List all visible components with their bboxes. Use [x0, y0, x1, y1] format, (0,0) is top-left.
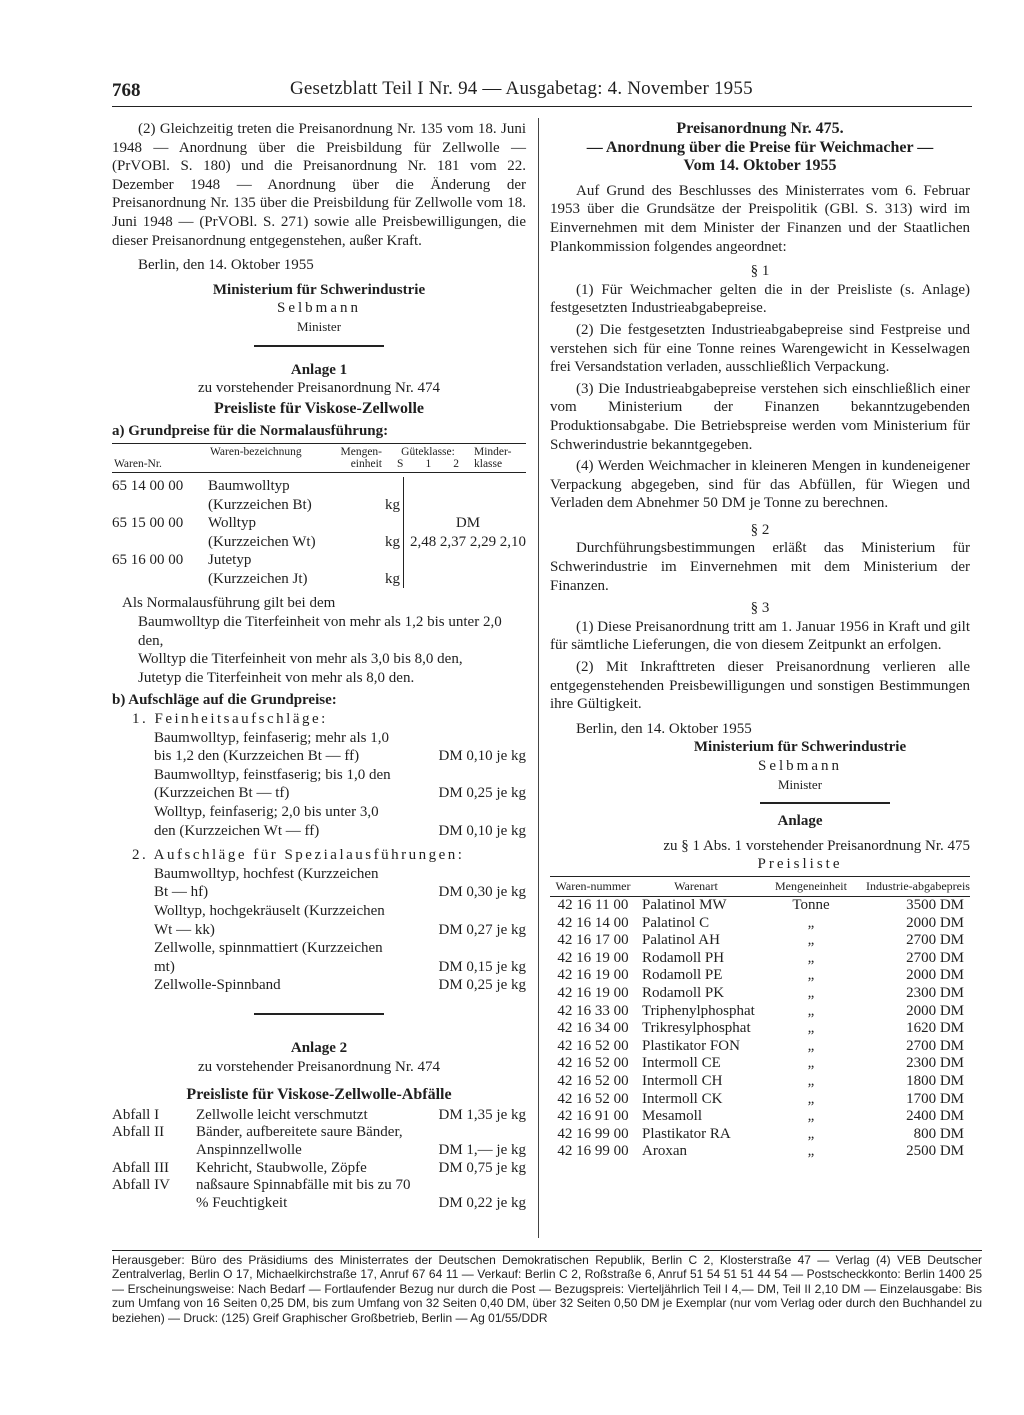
cell-price: 1700 DM: [906, 1090, 964, 1107]
cell-art: Rodamoll PK: [642, 984, 725, 1001]
price-minder: 2,10: [499, 533, 526, 550]
cell-nr: 42 16 33 00: [557, 1002, 629, 1019]
section-rule: [254, 345, 384, 347]
s2-paragraph: Durchführungsbestimmungen erläßt das Ministerium für Schwerindustrie im Einvernehmen mit dem Ministerium der Finanzen.: [550, 540, 970, 594]
col-warennummer: Waren-nummer: [550, 876, 636, 896]
col-abgabepreis: Industrie-abgabepreis: [866, 876, 970, 896]
cell-art: Mesamoll: [642, 1108, 702, 1125]
normal-line: Als Normalausführung gilt bei dem: [122, 595, 336, 612]
cell-art: Rodamoll PE: [642, 967, 723, 984]
item-price: DM 0,30 je kg: [438, 884, 526, 901]
column-divider: [538, 118, 539, 1238]
weichmacher-price-table: [550, 876, 970, 1161]
b1-table: [112, 729, 526, 841]
left-column: [112, 120, 526, 1212]
section-a-heading: a) Grundpreise für die Normalausführung:: [112, 423, 389, 440]
left-ministry: Ministerium für Schwerindustrie: [212, 281, 426, 298]
s1-paragraph-1: (1) Für Weichmacher gelten die in der Preisliste (s. Anlage) festgesetzten Industrieabgabepreise.: [550, 281, 970, 317]
abfall-text: Bänder, aufbereitete saure Bänder, Anspinnzellwolle: [196, 1124, 403, 1158]
table-row: [112, 477, 526, 514]
list-item: [112, 766, 526, 803]
cell-unit: „: [807, 1125, 815, 1142]
cell-art: Rodamoll PH: [642, 949, 725, 966]
cell-nr: 42 16 52 00: [557, 1055, 629, 1072]
cell-price: 2700 DM: [906, 932, 964, 949]
price-1: 2,37: [439, 533, 467, 550]
page-number: 768: [112, 80, 141, 101]
abfall-text: Zellwolle leicht verschmutzt: [196, 1106, 368, 1123]
abfall-price: DM 1,— je kg: [438, 1141, 526, 1158]
table-row: [550, 1055, 970, 1073]
row-unit: kg: [378, 514, 404, 551]
s1-paragraph-3: (3) Die Industrieabgabepreise verstehen sich einschließlich einer vom Ministerium der Finanzen bekanntzugebenden Produktionsabgabe. Die Betriebspreise werden vom Ministerium für Schwerindustrie bekanntgegeben.: [550, 380, 970, 453]
anlage2-title: Anlage 2: [290, 1039, 348, 1056]
table-row: [550, 950, 970, 968]
row-nr: 65 15 00 00: [112, 515, 184, 532]
s1-paragraph-2: (2) Die festgesetzten Industrieabgabepreise sind Festpreise und verstehen sich für eine Tonne reines Warengewicht in Kesselwagen frei Versandstation verladen, ausschließlich Verpackung.: [550, 321, 970, 376]
col-gueteklasse: [384, 443, 472, 472]
section-3-heading: § 3: [750, 600, 770, 617]
gueteklasse-1: 1: [425, 457, 432, 470]
table-row: [550, 967, 970, 985]
abfall-label: Abfall IV: [112, 1177, 170, 1194]
row-nr: 65 16 00 00: [112, 552, 184, 569]
abfall-text: naßsaure Spinnabfälle mit bis zu 70 % Feuchtigkeit: [196, 1177, 411, 1211]
price-2: 2,29: [469, 533, 497, 550]
list-item: [112, 865, 526, 902]
item-text: Baumwolltyp, hochfest (Kurzzeichen Bt — hf): [154, 865, 379, 901]
normal-notes: [112, 594, 526, 687]
table-row: [112, 1107, 526, 1125]
gueteklasse-s: S: [397, 457, 404, 470]
table-row: [112, 1160, 526, 1178]
preisliste-heading: Preisliste: [757, 856, 843, 873]
cell-price: 2300 DM: [906, 984, 964, 1001]
price-currency: DM: [455, 515, 481, 532]
table-row: [550, 985, 970, 1003]
cell-art: Plastikator FON: [642, 1037, 740, 1054]
table-row: [550, 1126, 970, 1144]
cell-unit: „: [807, 914, 815, 931]
cell-unit: „: [807, 1090, 815, 1107]
cell-art: Trikresylphosphat: [642, 1020, 751, 1037]
price-s: 2,48: [410, 533, 437, 550]
table-row: [550, 896, 970, 914]
gueteklasse-label: Güteklasse:: [401, 445, 455, 458]
anlage2-heading: Preisliste für Viskose-Zellwolle-Abfälle: [186, 1086, 452, 1104]
abfall-label: Abfall II: [112, 1124, 165, 1141]
cell-unit: „: [807, 1108, 815, 1125]
cell-nr: 42 16 52 00: [557, 1090, 629, 1107]
section-2-heading: § 2: [750, 521, 770, 538]
cell-unit: „: [807, 1002, 815, 1019]
row-unit: kg: [378, 477, 404, 514]
cell-nr: 42 16 11 00: [557, 896, 629, 913]
cell-art: Plastikator RA: [642, 1125, 731, 1142]
section-rule: [254, 1013, 384, 1015]
cell-nr: 42 16 19 00: [557, 949, 629, 966]
anlage1-title: Anlage 1: [290, 361, 348, 378]
list-item: [112, 939, 526, 976]
abfall-text: Kehricht, Staubwolle, Zöpfe: [196, 1159, 367, 1176]
cell-nr: 42 16 19 00: [557, 967, 629, 984]
cell-price: 2700 DM: [906, 949, 964, 966]
item-text: Baumwolltyp, feinfaserig; mehr als 1,0 bis 1,2 den (Kurzzeichen Bt — ff): [154, 729, 389, 765]
cell-price: 1800 DM: [906, 1072, 964, 1089]
b1-title: 1. Feinheitsaufschläge:: [132, 711, 328, 728]
col-mengeneinheit: Mengeneinheit: [756, 876, 866, 896]
row-kz: (Kurzzeichen Jt): [208, 570, 308, 587]
grundpreise-rows: [112, 477, 526, 589]
section-1-heading: § 1: [750, 263, 770, 280]
cell-nr: 42 16 17 00: [557, 932, 629, 949]
abfall-label: Abfall I: [112, 1106, 160, 1123]
item-price: DM 0,25 je kg: [438, 977, 526, 994]
cell-art: Intermoll CK: [642, 1090, 723, 1107]
gueteklasse-2: 2: [453, 457, 459, 470]
right-date: Berlin, den 14. Oktober 1955: [576, 720, 752, 737]
item-price: DM 0,10 je kg: [438, 822, 526, 839]
item-text: Zellwolle, spinnmattiert (Kurzzeichen mt): [154, 940, 383, 975]
cell-nr: 42 16 34 00: [557, 1020, 629, 1037]
anlage-subtitle: zu § 1 Abs. 1 vorstehender Preisanordnung Nr. 475: [663, 837, 970, 854]
item-price: DM 0,25 je kg: [438, 785, 526, 802]
item-text: Wolltyp, hochgekräuselt (Kurzzeichen Wt — kk): [154, 902, 385, 938]
row-kz: (Kurzzeichen Wt): [208, 533, 316, 550]
abfall-table: [112, 1107, 526, 1213]
table-row: [550, 1038, 970, 1056]
cell-unit: „: [807, 1055, 815, 1072]
cell-unit: „: [807, 1037, 815, 1054]
cell-price: 2300 DM: [906, 1055, 964, 1072]
left-signer-role: Minister: [296, 318, 342, 334]
abfall-price: DM 0,22 je kg: [438, 1194, 526, 1211]
po475-date: Vom 14. Oktober 1955: [683, 157, 837, 175]
table-row: [550, 932, 970, 950]
item-text: Zellwolle-Spinnband: [154, 977, 281, 994]
section-rule: [760, 802, 890, 804]
left-signer: Selbmann: [277, 300, 361, 317]
cell-price: 2700 DM: [906, 1037, 964, 1054]
table-row: [112, 1177, 526, 1212]
cell-price: 1620 DM: [906, 1020, 964, 1037]
cell-unit: Tonne: [792, 896, 830, 913]
abfall-price: DM 0,75 je kg: [438, 1159, 526, 1176]
table-row: [550, 1003, 970, 1021]
anlage2-subtitle: zu vorstehender Preisanordnung Nr. 474: [197, 1058, 441, 1075]
item-text: Wolltyp, feinfaserig; 2,0 bis unter 3,0 den (Kurzzeichen Wt — ff): [154, 804, 379, 839]
cell-nr: 42 16 14 00: [557, 914, 629, 931]
normal-line: Baumwolltyp die Titerfeinheit von mehr als 1,2 bis unter 2,0 den,: [138, 614, 502, 649]
s3-paragraph-2: (2) Mit Inkrafttreten dieser Preisanordnung verlieren alle entgegenstehenden Preisbewilligungen und sonstigen Bestimmungen ihre Gültigkeit.: [550, 659, 970, 713]
cell-nr: 42 16 52 00: [557, 1037, 629, 1054]
right-ministry: Ministerium für Schwerindustrie: [693, 739, 907, 756]
cell-unit: „: [807, 932, 815, 949]
cell-unit: „: [807, 984, 815, 1001]
cell-art: Intermoll CH: [642, 1072, 723, 1089]
left-date: Berlin, den 14. Oktober 1955: [138, 257, 314, 274]
cell-art: Intermoll CE: [642, 1055, 721, 1072]
cell-art: Palatinol MW: [642, 896, 727, 913]
right-signer-role: Minister: [777, 776, 823, 792]
cell-art: Aroxan: [642, 1143, 687, 1160]
item-price: DM 0,10 je kg: [438, 748, 526, 765]
cell-price: 2400 DM: [906, 1108, 964, 1125]
col-minderklasse: Minder-klasse: [474, 445, 512, 470]
item-text: Baumwolltyp, feinstfaserig; bis 1,0 den (Kurzzeichen Bt — tf): [154, 766, 391, 802]
col-einheit: Mengen-einheit: [340, 445, 382, 470]
table-row: [550, 915, 970, 933]
cell-nr: 42 16 91 00: [557, 1108, 629, 1125]
s3-paragraph-1: (1) Diese Preisanordnung tritt am 1. Januar 1956 in Kraft und gilt für sämtliche Lieferungen, die von diesem Zeitpunkt an erfolgen.: [550, 618, 970, 654]
cell-unit: „: [807, 967, 815, 984]
cell-price: 3500 DM: [906, 896, 964, 913]
cell-nr: 42 16 52 00: [557, 1072, 629, 1089]
list-item: [112, 976, 526, 995]
row-nr: 65 14 00 00: [112, 477, 184, 494]
anlage1-heading: Preisliste für Viskose-Zellwolle: [213, 399, 425, 417]
row-unit: kg: [378, 551, 404, 588]
intro-paragraph: Auf Grund des Beschlusses des Ministerrates vom 6. Februar 1953 über die Grundsätze der Preispolitik (GBl. S. 313) wird im Einvernehmen mit dem Minister der Finanzen und der Staatlichen Plankommission folgendes angeordnet:: [550, 182, 970, 255]
header-rule: [112, 106, 972, 107]
cell-price: 2000 DM: [906, 914, 964, 931]
abfall-label: Abfall III: [112, 1159, 170, 1176]
po475-subtitle: — Anordnung über die Preise für Weichmacher —: [586, 138, 934, 156]
cell-art: Palatinol C: [642, 914, 710, 931]
list-item: [112, 803, 526, 840]
publisher-footer: Herausgeber: Büro des Präsidiums des Ministerrates der Deutschen Demokratischen Republik, Berlin C 2, Klosterstraße 47 — Verlag (4) VEB Deutscher Zentralverlag, Berlin O 17, Michaelkirchstraße 17, Anruf 67 64 11 — Verkauf: Berlin C 2, Roßstraße 6, Anruf 51 54 51 51 44 54 — Postscheckkonto: Berlin 1400 25 — Erscheinungsweise: Nach Bedarf — Fortlaufender Bezug nur durch die Post — Bezugspreis: Vierteljährlich Teil I 4,— DM, Teil II 2,10 DM — Einzelausgabe: Bis zum Umfang von 16 Seiten 0,25 DM, bis zum Umfang von 32 Seiten 0,40 DM, über 32 Seiten 0,50 DM je Exemplar (nur vom Verlag oder durch den Buchhandel zu beziehen) — Druck: (125) Greif Graphischer Großbetrieb, Berlin — Ag 01/55/DDR: [112, 1250, 982, 1325]
col-waren-nr: Waren-Nr.: [114, 457, 162, 470]
cell-nr: 42 16 19 00: [557, 984, 629, 1001]
cell-unit: „: [807, 949, 815, 966]
right-signer: Selbmann: [758, 758, 842, 774]
s1-paragraph-4: (4) Werden Weichmacher in kleineren Mengen in kundeneigener Verpackung abgegeben, sind für das Abfüllen, für Wiegen und Verladen dem Abnehmer 50 DM je Tonne zu berechnen.: [550, 458, 970, 512]
abfall-price: DM 1,35 je kg: [438, 1106, 526, 1123]
cell-unit: „: [807, 1020, 815, 1037]
b2-title: 2. Aufschläge für Spezialausführungen:: [132, 847, 465, 864]
anlage-title: Anlage: [777, 813, 823, 830]
item-price: DM 0,27 je kg: [438, 921, 526, 938]
normal-line: Jutetyp die Titerfeinheit von mehr als 8,0 den.: [138, 669, 415, 686]
table-row: [550, 1143, 970, 1161]
cell-price: 2000 DM: [906, 967, 964, 984]
row-name: Wolltyp: [208, 515, 256, 532]
table-row: [550, 1020, 970, 1038]
col-bezeichnung: Waren-bezeichnung: [210, 445, 302, 458]
cell-unit: „: [807, 1072, 815, 1089]
paragraph-2: (2) Gleichzeitig treten die Preisanordnung Nr. 135 vom 18. Juni 1948 — Anordnung über die Preisbildung für Zellwolle — (PrVOBl. S. 180) und die Preisanordnung Nr. 181 vom 22. Dezember 1948 — Anordnung über die Änderung der Preisanordnung Nr. 135 über die Preisbildung für Zellwolle vom 18. Juni 1948 — (PrVOBl. S. 271) sowie alle Preisbewilligungen, die dieser Preisanordnung entgegenstehen, außer Kraft.: [112, 121, 526, 249]
col-warenart: Warenart: [636, 876, 756, 896]
normal-line: Wolltyp die Titerfeinheit von mehr als 3,0 bis 8,0 den,: [138, 651, 463, 668]
cell-price: 800 DM: [913, 1125, 964, 1142]
cell-price: 2000 DM: [906, 1002, 964, 1019]
b2-table: [112, 865, 526, 995]
row-name: Jutetyp: [208, 552, 252, 569]
anlage1-subtitle: zu vorstehender Preisanordnung Nr. 474: [197, 380, 441, 397]
page-header-title: Gesetzblatt Teil I Nr. 94 — Ausgabetag: 4. November 1955: [290, 78, 753, 99]
list-item: [112, 729, 526, 766]
row-kz: (Kurzzeichen Bt): [208, 496, 312, 513]
table-row: [112, 1124, 526, 1159]
cell-price: 2500 DM: [906, 1143, 964, 1160]
table-row: [550, 1091, 970, 1109]
section-b-heading: b) Aufschläge auf die Grundpreise:: [112, 692, 337, 709]
table-row: [550, 1073, 970, 1091]
po475-title: Preisanordnung Nr. 475.: [676, 120, 844, 137]
right-column: [550, 120, 970, 1161]
list-item: [112, 902, 526, 939]
cell-art: Triphenylphosphat: [642, 1002, 755, 1019]
cell-nr: 42 16 99 00: [557, 1125, 629, 1142]
table-row: [550, 1108, 970, 1126]
cell-nr: 42 16 99 00: [557, 1143, 629, 1160]
cell-unit: „: [807, 1143, 815, 1160]
grundpreise-table: [112, 443, 526, 473]
cell-art: Palatinol AH: [642, 932, 720, 949]
item-price: DM 0,15 je kg: [438, 958, 526, 975]
row-name: Baumwolltyp: [208, 477, 290, 494]
